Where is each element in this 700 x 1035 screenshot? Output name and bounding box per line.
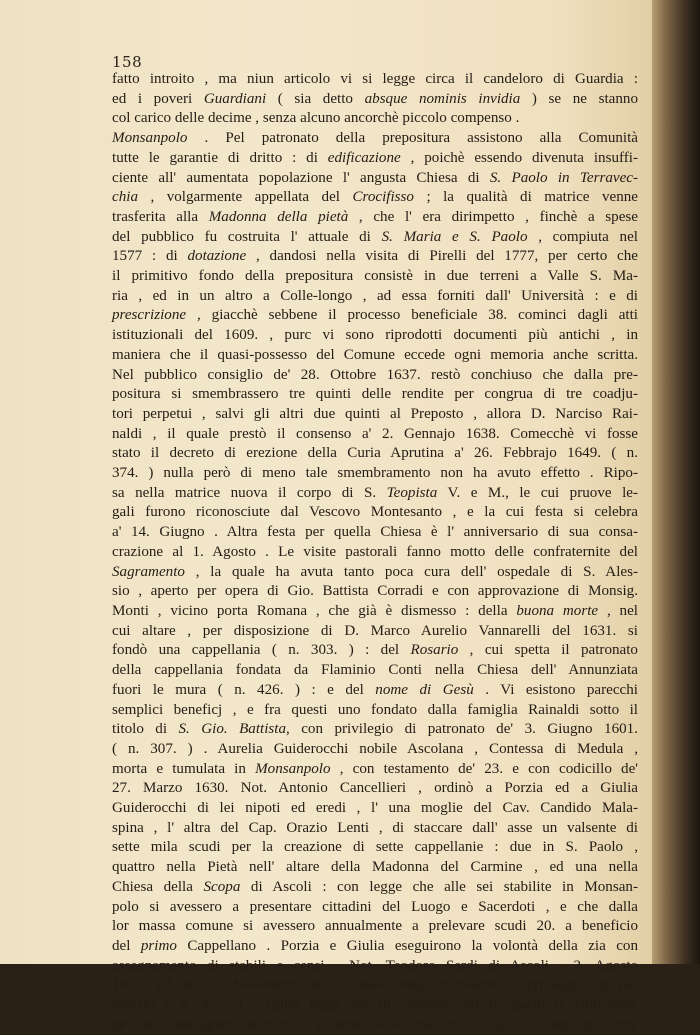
text-line: gali furono riconosciute dal Vescovo Montesanto , e la cui festa si celebra xyxy=(112,504,638,521)
text-line: spina , l' altra del Cap. Orazio Lenti , di staccare dall' asse un valsente di xyxy=(112,819,638,836)
text-line: lor massa comune si avessero annualmente a prelevare scudi 20. a beneficio xyxy=(112,918,638,935)
text-line: Guiderocchi di lei nipoti ed eredi , l' una moglie del Cav. Candido Mala- xyxy=(112,800,638,817)
text-line: maniera che il quasi-possesso del Comune eccede ogni memoria anche scritta. xyxy=(112,346,638,363)
text-line: ria , ed in un altro a Colle-longo , ad essa forniti dall' Università : e di xyxy=(112,287,638,304)
text-line: il primitivo fondo della prepositura consistè in due terreni a Valle S. Ma- xyxy=(112,268,638,285)
text-line: assegnamento di stabili e censi , Not. Teodoro Sardi di Ascoli , 2. Agosto xyxy=(112,957,638,974)
text-line: crazione al 1. Agosto . Le visite pastorali fanno motto delle confraternite del xyxy=(112,543,638,560)
text-line: naldi , il quale prestò il consenso a' 2. Gennajo 1638. Comecchè vi fosse xyxy=(112,425,638,442)
text-line: col carico delle decime , senza alcuno ancorchè piccolo compenso . xyxy=(112,110,520,127)
text-line: fuori le mura ( n. 426. ) : e del nome di Gesù . Vi esistono parecchi xyxy=(112,681,638,698)
text-line: della cappellania fondata da Flaminio Conti nella Chiesa dell' Annunziata xyxy=(112,662,638,679)
text-line: istituzionali del 1609. , purc vi sono riprodotti documenti più antichi , in xyxy=(112,327,638,344)
text-line: sa nella matrice nuova il corpo di S. Teopista V. e M., le cui pruove le- xyxy=(112,484,638,501)
text-line: de' sei antesignani Rettori , è tante volte nel 1632. Aurelia indicata come xyxy=(112,1016,638,1033)
text-line: tori perpetui , salvi gli altri due quinti al Preposto , allora D. Narciso Rai- xyxy=(112,405,638,422)
book-spine xyxy=(652,0,700,964)
text-line: trasferita alla Madonna della pietà , che l' era dirimpetto , finchè a spese xyxy=(112,208,638,225)
text-line: semplici beneficj , e fra questi uno fondato dalla famiglia Rainaldi sotto il xyxy=(112,701,638,718)
text-line: 27. Marzo 1630. Not. Antonio Cancellieri , ordinò a Porzia ed a Giulia xyxy=(112,780,638,797)
text-line: chia , volgarmente appellata del Crocifisso ; la qualità di matrice venne xyxy=(112,189,638,206)
text-line: sio , aperto per opera di Gio. Battista Corradi e con approvazione di Monsig. xyxy=(112,583,638,600)
text-line: a' 14. Giugno . Altra festa per quella Chiesa è l' anniversario di sua consa- xyxy=(112,524,638,541)
text-line: titolo di S. Gio. Battista, con privilegio di patronato de' 3. Giugno 1601. xyxy=(112,721,638,738)
text-line: 1577 : di dotazione , dandosi nella visita di Pirelli del 1777, per certo che xyxy=(112,248,638,265)
text-line: tutte le garantie di dritto : di edificazione , poichè essendo divenuta insuffi- xyxy=(112,149,638,166)
text-line: ed i poveri Guardiani ( sia detto absque nominis invidia ) se ne stanno xyxy=(112,90,638,107)
text-line: positura si smembrassero tre quinti delle rendite per congrua di tre coadju- xyxy=(112,386,638,403)
text-line: tronato ( n. 425. ) . Quivi negli atti di erezione, ed in quelli d' istituzione xyxy=(112,997,638,1014)
text-line: stato il decreto di erezione della Curia Aprutina a' 26. Febbrajo 1649. ( n. xyxy=(112,445,638,462)
text-line: ciente all' aumentata popolazione l' angusta Chiesa di S. Paolo in Terravec- xyxy=(112,169,638,186)
text-line: prescrizione , giacchè sebbene il processo beneficiale 38. cominci dagli atti xyxy=(112,307,638,324)
text-line: cui altare , per disposizione di D. Marco Aurelio Vannarelli del 1631. si xyxy=(112,622,638,639)
text-line: del primo Cappellano . Porzia e Giulia eseguirono la volontà della zia con xyxy=(112,937,639,954)
text-line: Monsanpolo . Pel patronato della prepositura assistono alla Comunità xyxy=(112,130,638,147)
text-line: Monti , vicino porta Romana , che già è dismesso : della buona morte , nel xyxy=(112,602,638,619)
text-line: 1632. ed ai 24. Novembre dello stesso anno riscossero il privilegio di pa- xyxy=(112,977,638,994)
text-line: Sagramento , la quale ha avuta tanto poca cura dell' ospedale di S. Ales- xyxy=(112,563,638,580)
text-line: Nel pubblico consiglio de' 28. Ottobre 1637. restò conchiuso che dalla pre- xyxy=(112,366,638,383)
text-line: sette mila scudi per la creazione di sette cappellanie : due in S. Paolo , xyxy=(112,839,638,856)
text-line: fatto introito , ma niun articolo vi si legge circa il candeloro di Guardia : xyxy=(112,71,638,87)
text-line: ( n. 307. ) . Aurelia Guiderocchi nobile Ascolana , Contessa di Medula , xyxy=(112,740,638,757)
text-line: morta e tumulata in Monsanpolo , con testamento de' 23. e con codicillo de' xyxy=(112,760,638,777)
body-text xyxy=(112,70,638,1035)
text-line: Chiesa della Scopa di Ascoli : con legge che alle sei stabilite in Monsan- xyxy=(112,878,638,895)
text-line: polo si avessero a presentare cittadini del Luogo e Sacerdoti , e che dalla xyxy=(112,898,638,915)
text-line: del pubblico fu costruita l' attuale di S. Maria e S. Paolo , compiuta nel xyxy=(112,228,638,245)
page-number: 158 xyxy=(112,53,143,71)
text-line: quattro nella Pietà nell' altare della Madonna del Carmine , ed una nella xyxy=(112,859,638,876)
text-line: 374. ) nulla però di meno tale smembramento non ha avuto effetto . Ripo- xyxy=(112,465,638,482)
text-line: fondò una cappellania ( n. 303. ) : del Rosario , cui spetta il patronato xyxy=(112,642,638,659)
